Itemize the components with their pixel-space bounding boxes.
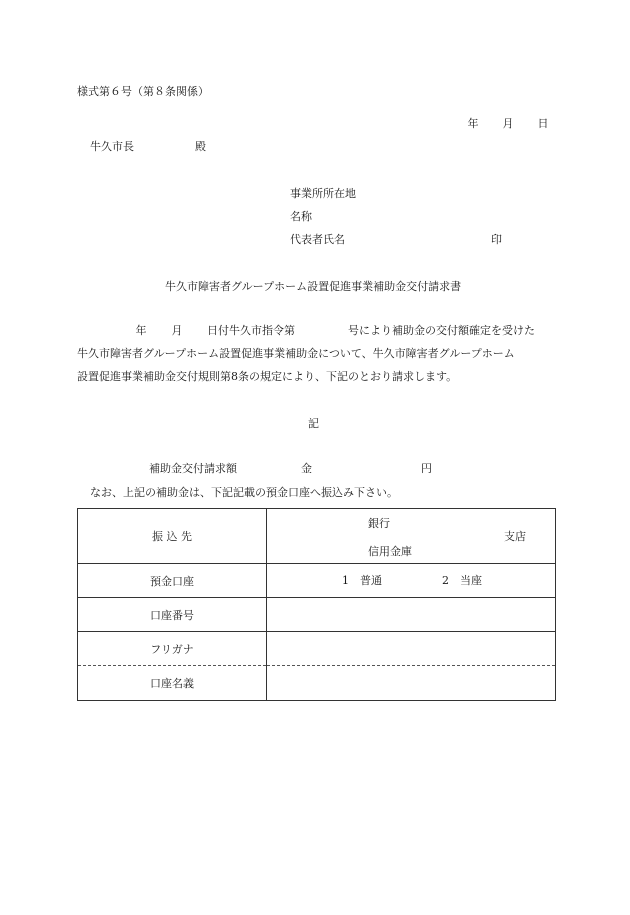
option-1-futsu[interactable]: 普通 bbox=[360, 574, 382, 587]
account-number-field[interactable] bbox=[267, 598, 556, 632]
form-header: 様式第６号（第８条関係） bbox=[77, 85, 209, 98]
account-type-cell[interactable] bbox=[267, 564, 556, 598]
addressee-name: 牛久市長 bbox=[90, 140, 134, 153]
option-1-number: 1 bbox=[342, 574, 349, 587]
option-2-touza[interactable]: 当座 bbox=[460, 574, 482, 587]
date-year-label: 年 bbox=[467, 117, 479, 130]
body-month-label: 月 bbox=[171, 324, 183, 337]
table-row-furigana bbox=[78, 632, 556, 666]
seal-mark: 印 bbox=[491, 233, 502, 246]
furigana-field[interactable] bbox=[267, 632, 556, 666]
applicant-name-label: 名称 bbox=[290, 210, 312, 223]
addressee-honorific: 殿 bbox=[195, 140, 206, 153]
branch-label: 支店 bbox=[504, 530, 526, 543]
transfer-note: なお、上記の補助金は、下記記載の預金口座へ振込み下さい。 bbox=[90, 486, 398, 499]
amount-yen: 円 bbox=[421, 462, 432, 475]
applicant-rep-label: 代表者氏名 bbox=[290, 233, 345, 246]
date-day-label: 日 bbox=[537, 117, 549, 130]
table-row-account-number bbox=[78, 598, 556, 632]
body-line2: 牛久市障害者グループホーム設置促進事業補助金について、牛久市障害者グループホーム bbox=[77, 347, 515, 360]
amount-label: 補助金交付請求額 bbox=[149, 462, 237, 475]
bank-label: 銀行 bbox=[368, 517, 390, 530]
table-row-payee bbox=[78, 509, 556, 564]
bank-name-cell[interactable] bbox=[267, 509, 556, 564]
body-year-label: 年 bbox=[135, 324, 147, 337]
account-name-label: 口座名義 bbox=[78, 666, 267, 701]
account-number-label: 口座番号 bbox=[78, 598, 267, 632]
payee-label: 振 込 先 bbox=[78, 509, 267, 564]
credit-union-label: 信用金庫 bbox=[368, 545, 412, 558]
body-line3: 設置促進事業補助金交付規則第8条の規定により、下記のとおり請求します。 bbox=[77, 370, 458, 383]
table-row-account-name bbox=[78, 666, 556, 701]
body-line1-a: 日付牛久市指令第 bbox=[207, 324, 295, 337]
table-row-account-type bbox=[78, 564, 556, 598]
account-type-label: 預金口座 bbox=[78, 564, 267, 598]
ki-heading: 記 bbox=[308, 417, 319, 430]
amount-kin: 金 bbox=[301, 462, 312, 475]
account-name-field[interactable] bbox=[267, 666, 556, 701]
body-line1-b: 号により補助金の交付額確定を受けた bbox=[348, 324, 535, 337]
option-2-number: 2 bbox=[442, 574, 449, 587]
applicant-address-label: 事業所所在地 bbox=[290, 187, 356, 200]
bank-account-table bbox=[77, 508, 556, 701]
furigana-label: フリガナ bbox=[78, 632, 267, 666]
date-month-label: 月 bbox=[502, 117, 514, 130]
document-title: 牛久市障害者グループホーム設置促進事業補助金交付請求書 bbox=[165, 280, 462, 293]
